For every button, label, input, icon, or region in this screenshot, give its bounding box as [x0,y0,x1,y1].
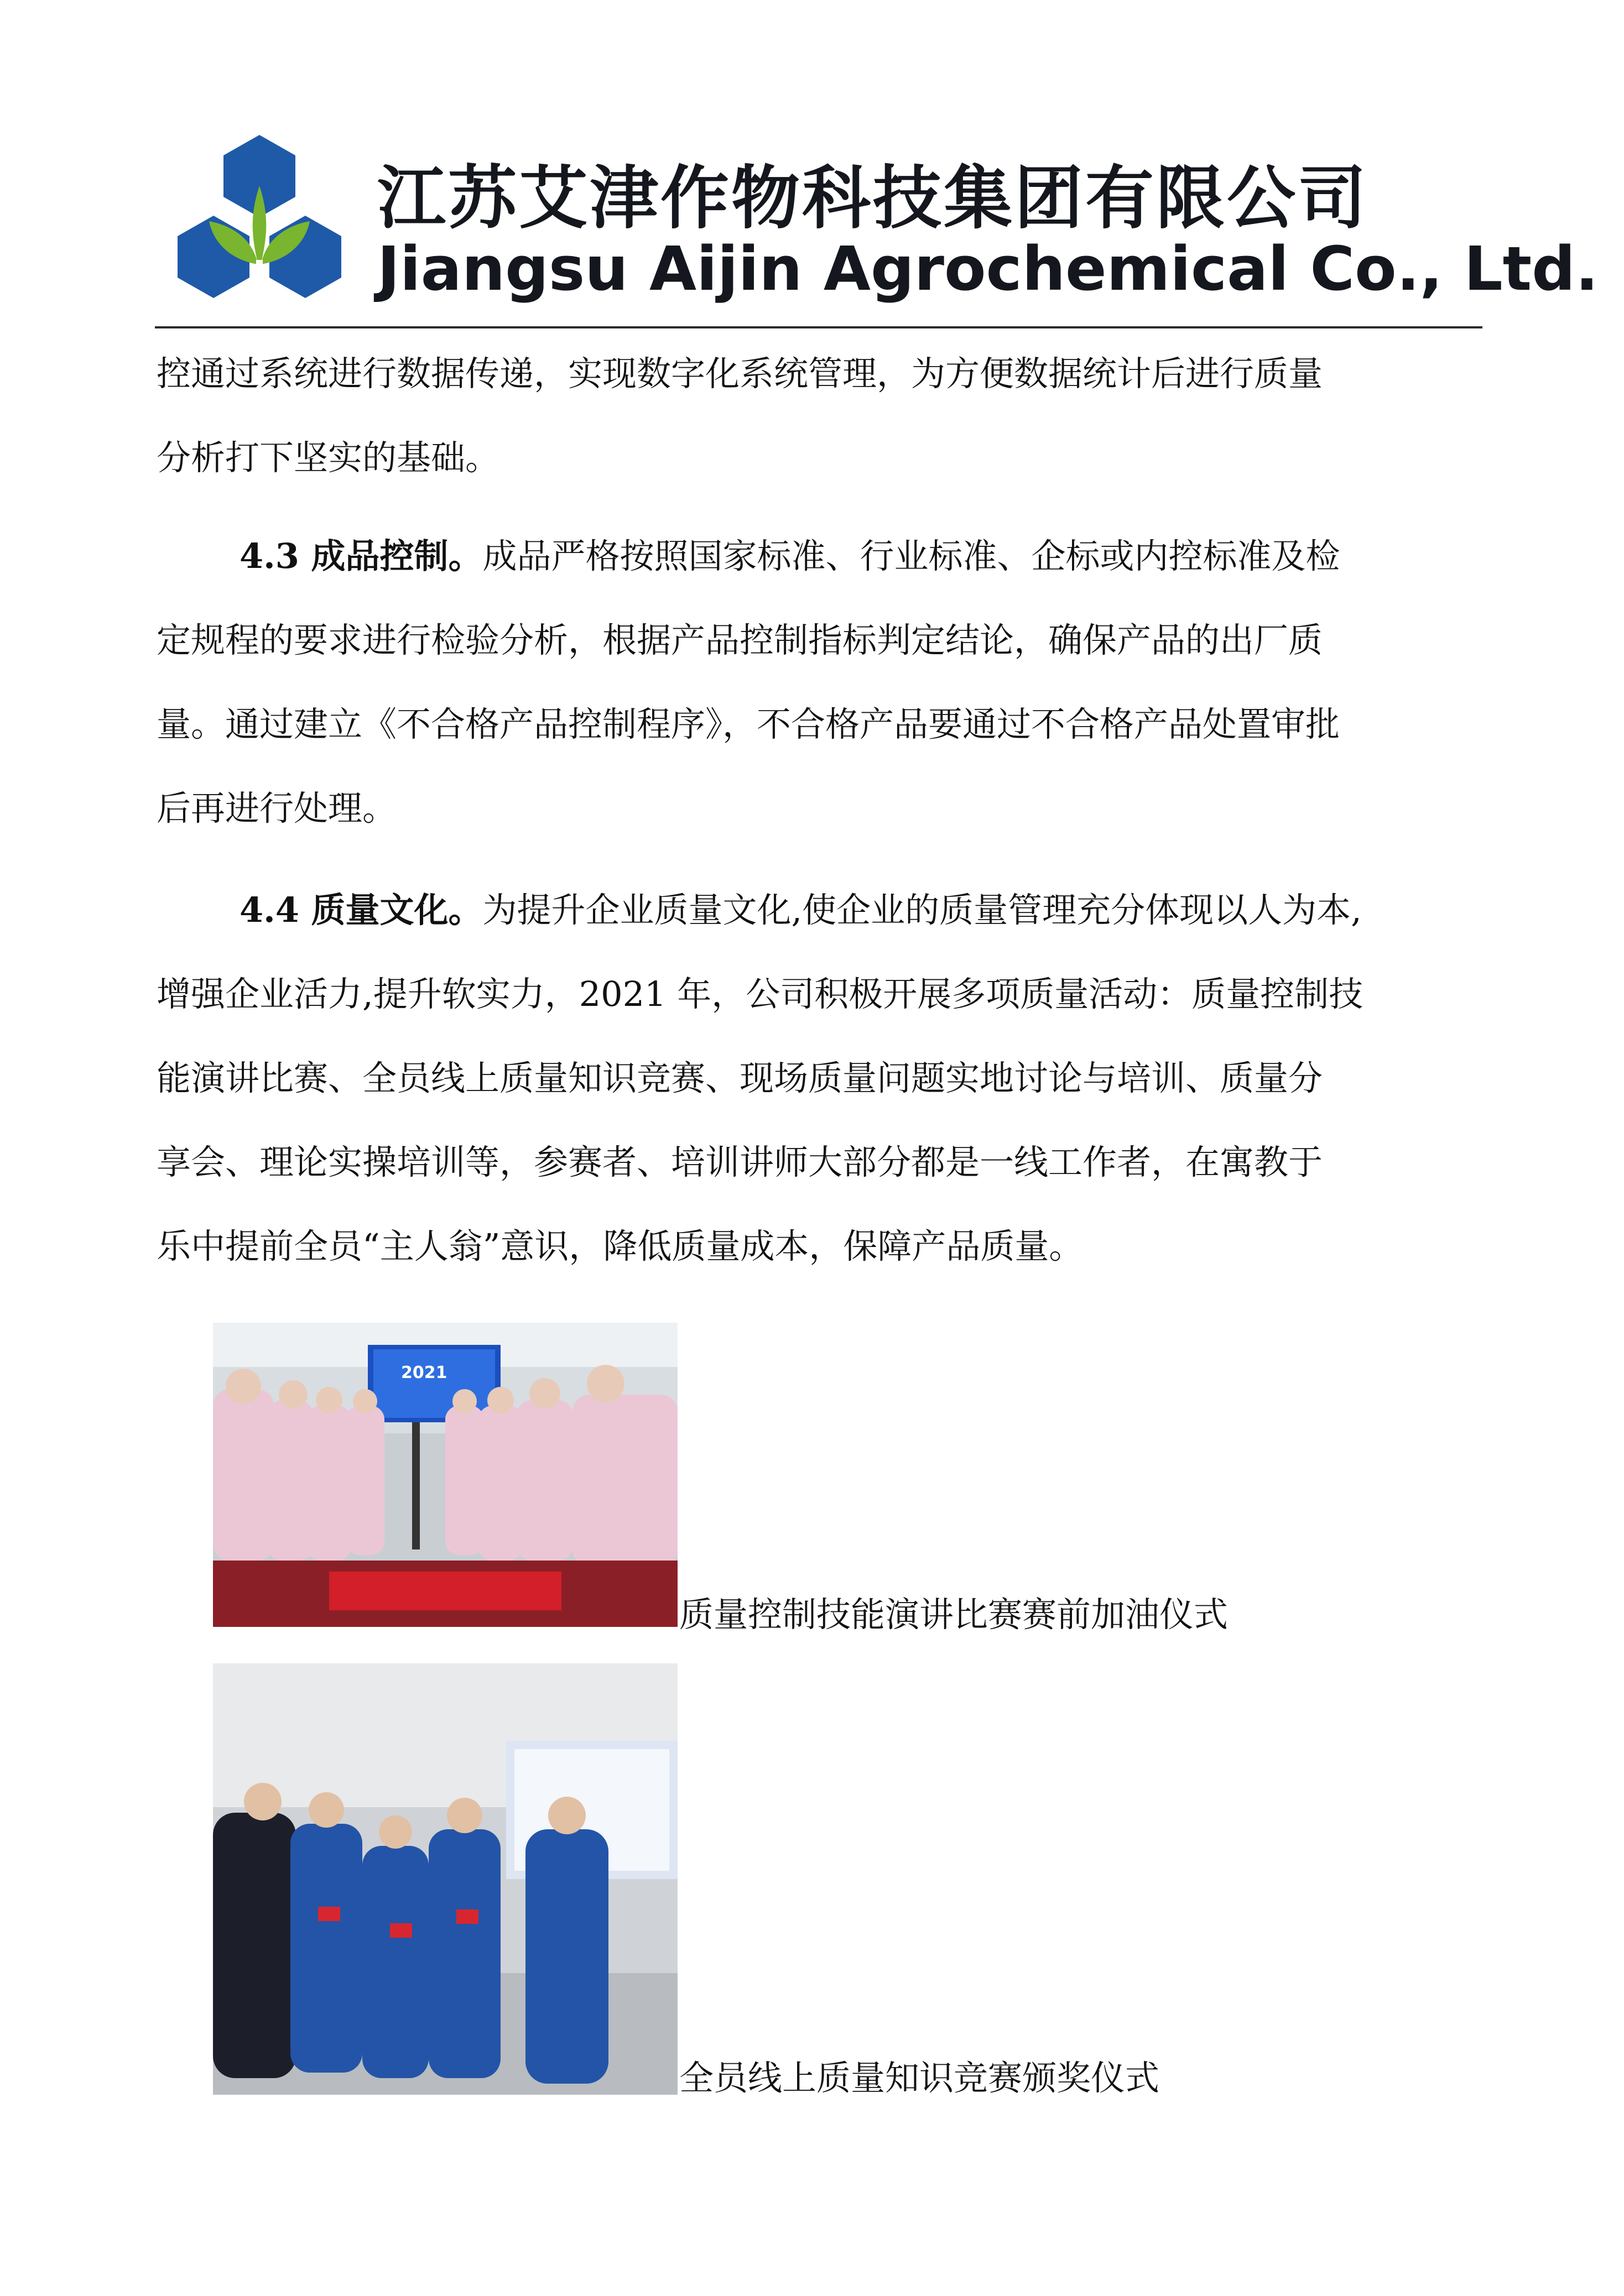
text-line: 为提升企业质量文化,使企业的质量管理充分体现以人为本, [482,890,1362,930]
header-divider [155,326,1482,328]
company-name-en: Jiangsu Aijin Agrochemical Co., Ltd. [377,233,1599,304]
photo-cheer-ceremony-image [213,1323,678,1627]
text-line: 增强企业活力,提升软实力，2021 年，公司积极开展多项质量活动：质量控制技 [157,974,1363,1014]
screen-text: 2021 [401,1363,447,1382]
text-line: 乐中提前全员“主人翁”意识，降低质量成本，保障产品质量。 [157,1226,1084,1266]
photo-cheer-ceremony [213,1323,678,1627]
text-line: 享会、理论实操培训等，参赛者、培训讲师大部分都是一线工作者，在寓教于 [157,1142,1323,1182]
photo-caption-1: 质量控制技能演讲比赛赛前加油仪式 [679,1594,1229,1635]
paragraph-4-4 [157,868,1484,1288]
text-line: 能演讲比赛、全员线上质量知识竞赛、现场质量问题实地讨论与培训、质量分 [157,1058,1323,1098]
company-logo [170,133,348,311]
photo-caption-2: 全员线上质量知识竞赛颁奖仪式 [679,2058,1160,2098]
text-line: 量。通过建立《不合格产品控制程序》，不合格产品要通过不合格产品处置审批 [157,704,1340,744]
text-line: 成品严格按照国家标准、行业标准、企标或内控标准及检 [482,536,1340,576]
text-line: 定规程的要求进行检验分析，根据产品控制指标判定结论，确保产品的出厂质 [157,620,1323,660]
text-line: 分析打下坚实的基础。 [157,437,500,478]
company-header [160,127,1599,310]
section-heading-4-4: 4.4 质量文化。 [240,890,483,930]
photo-award-ceremony-image [213,1663,678,2095]
paragraph-4-3 [157,514,1484,850]
text-line: 控通过系统进行数据传递，实现数字化系统管理，为方便数据统计后进行质量 [157,353,1323,394]
photo-award-ceremony [213,1663,678,2095]
company-name-cn: 江苏艾津作物科技集团有限公司 [377,159,1369,238]
text-line: 后再进行处理。 [157,788,397,828]
section-heading-4-3: 4.3 成品控制。 [240,536,483,576]
paragraph-continued [157,332,1484,500]
